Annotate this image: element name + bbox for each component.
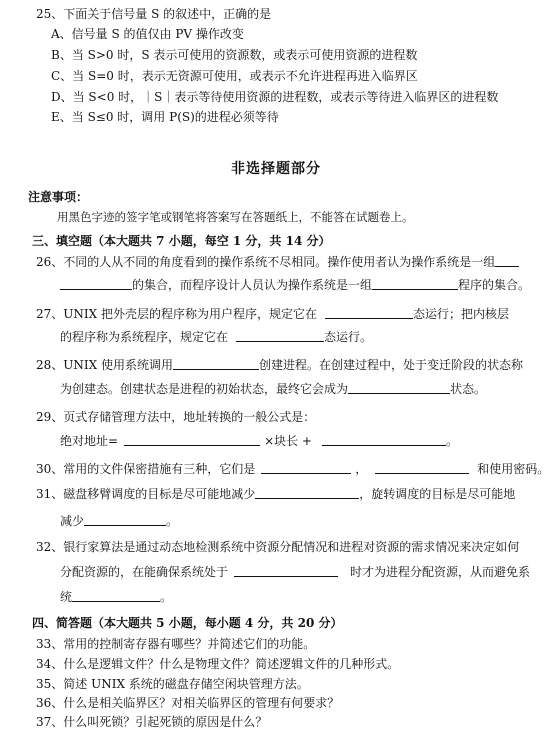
notes-text: 用黑色字迹的签字笔或钢笔将答案写在答题纸上，不能答在试题卷上。 <box>57 210 414 224</box>
q31-blank-1[interactable] <box>255 486 359 499</box>
part3-heading: 三、填空题（本大题共 7 小题，每空 1 分，共 14 分） <box>32 234 331 248</box>
q28-line1: 28、UNIX 使用系统调用 创建进程。在创建过程中，处于变迁阶段的状态称 <box>36 358 523 372</box>
q29-blank-1[interactable] <box>124 433 260 446</box>
notes-heading: 注意事项： <box>28 190 89 204</box>
q28-line2: 为创建态。创建状态是进程的初始状态，最终它会成为 状态。 <box>60 382 487 396</box>
q32-blank-1[interactable] <box>234 564 338 577</box>
q25-option-c: C、当 S=0 时，表示无资源可使用，或表示不允许进程再进入临界区 <box>51 69 418 83</box>
q26-blank-1[interactable] <box>495 254 519 267</box>
q26-blank-2[interactable] <box>372 277 458 290</box>
q28-blank-1[interactable] <box>173 357 259 370</box>
q29-line1: 29、页式存储管理方法中，地址转换的一般公式是： <box>36 410 316 424</box>
q31-line1: 31、磁盘移臂调度的目标是尽可能地减少 ，旋转调度的目标是尽可能地 <box>36 487 516 501</box>
q32-line2: 分配资源的，在能确保系统处于 时才为进程分配资源，从而避免系 <box>60 565 531 579</box>
q27-line1: 27、UNIX 把外壳层的程序称为用户程序，规定它在 态运行；把内核层 <box>36 307 509 321</box>
q30-line: 30、常用的文件保密措施有三种，它们是 ， 和使用密码。 <box>36 462 550 476</box>
q29-blank-2[interactable] <box>322 433 446 446</box>
q28-blank-2[interactable] <box>348 381 450 394</box>
q37: 37、什么叫死锁？引起死锁的原因是什么？ <box>36 715 268 729</box>
q29-line2: 绝对地址= ×块长 + 。 <box>60 434 459 448</box>
q30-blank-2[interactable] <box>375 461 469 474</box>
q32-blank-2[interactable] <box>72 589 160 602</box>
section-title: 非选择题部分 <box>231 161 321 177</box>
q31-line2: 减少 。 <box>60 514 179 528</box>
q30-blank-1[interactable] <box>261 461 351 474</box>
q27-blank-1[interactable] <box>325 306 413 319</box>
q26-line2: 的集合，而程序设计人员认为操作系统是一组 程序的集合。 <box>60 277 530 293</box>
q25-option-e: E、当 S≤0 时，调用 P(S)的进程必须等待 <box>51 110 279 124</box>
q25-option-d: D、当 S<0 时，｜S｜表示等待使用资源的进程数，或表示等待进入临界区的进程数 <box>51 90 499 104</box>
q33: 33、常用的控制寄存器有哪些？并简述它们的功能。 <box>36 637 316 651</box>
q26-blank-1b[interactable] <box>60 277 132 290</box>
q25-option-b: B、当 S>0 时，S 表示可使用的资源数，或表示可使用资源的进程数 <box>51 48 418 62</box>
q32-line3: 统 。 <box>60 590 173 604</box>
q32-line1: 32、银行家算法是通过动态地检测系统中资源分配情况和进程对资源的需求情况来决定如何 <box>36 540 520 554</box>
q25-option-a: A、信号量 S 的值仅由 PV 操作改变 <box>51 27 244 41</box>
q25-stem: 25、下面关于信号量 S 的叙述中，正确的是 <box>36 7 272 21</box>
q27-line2: 的程序称为系统程序，规定它在 态运行。 <box>60 330 373 344</box>
q36: 36、什么是相关临界区？对相关临界区的管理有何要求？ <box>36 696 340 710</box>
q27-blank-2[interactable] <box>236 329 324 342</box>
q35: 35、简述 UNIX 系统的磁盘存储空闲块管理方法。 <box>36 677 309 691</box>
q31-blank-2[interactable] <box>84 513 166 526</box>
q26-line1: 26、不同的人从不同的角度看到的操作系统不尽相同。操作使用者认为操作系统是一组 <box>36 254 519 270</box>
q34: 34、什么是逻辑文件？什么是物理文件？简述逻辑文件的几种形式。 <box>36 657 400 671</box>
part4-heading: 四、简答题（本大题共 5 小题，每小题 4 分，共 20 分） <box>32 616 343 630</box>
